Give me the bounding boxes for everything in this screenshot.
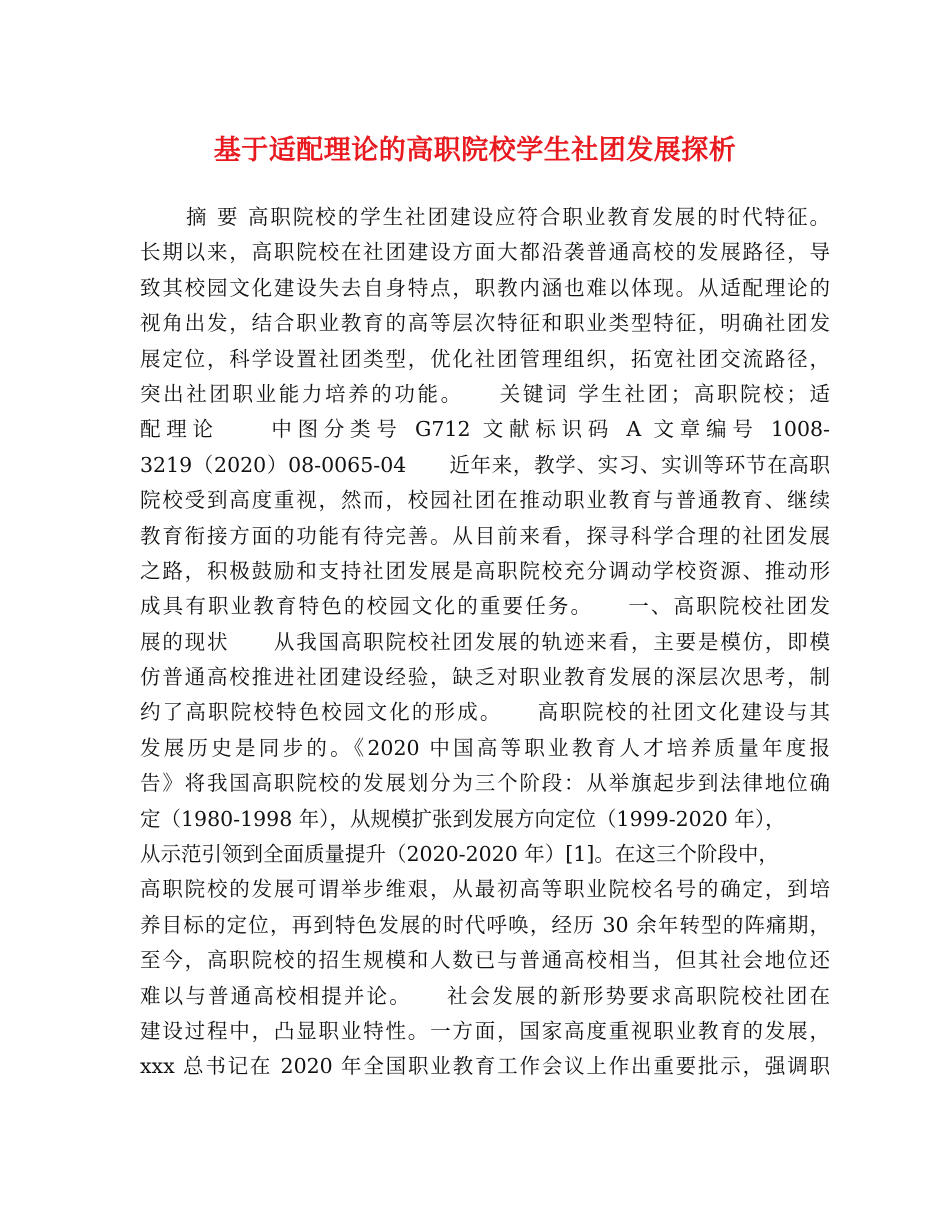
body-line: 定（1980-1998 年），从规模扩张到发展方向定位（1999-2020 年），	[140, 806, 786, 831]
body-line: 教育衔接方面的功能有待完善。从目前来看，探寻科学合理的社团发展	[140, 523, 830, 548]
body-line: 之路，积极鼓励和支持社团发展是高职院校充分调动学校资源、推动形	[140, 558, 830, 583]
body-line: xxx 总书记在 2020 年全国职业教育工作会议上作出重要批示，强调职	[140, 1054, 830, 1079]
body-line: 至今，高职院校的招生规模和人数已与普通高校相当，但其社会地位还	[140, 948, 830, 973]
body-line: 长期以来，高职院校在社团建设方面大都沿袭普通高校的发展路径，导	[140, 240, 830, 265]
body-line: 3219（2020）08-0065-04 近年来，教学、实习、实训等环节在高职	[140, 452, 830, 477]
body-line: 仿普通高校推进社团建设经验，缺乏对职业教育发展的深层次思考，制	[140, 665, 830, 690]
body-line: 展的现状 从我国高职院校社团发展的轨迹来看，主要是模仿，即模	[140, 629, 830, 654]
document-title: 基于适配理论的高职院校学生社团发展探析	[213, 135, 737, 166]
body-line: 摘 要 高职院校的学生社团建设应符合职业教育发展的时代特征。	[186, 205, 830, 229]
body-line: 视角出发，结合职业教育的高等层次特征和职业类型特征，明确社团发	[140, 311, 830, 336]
body-line: 建设过程中，凸显职业特性。一方面，国家高度重视职业教育的发展，	[140, 1018, 830, 1043]
body-line: 从示范引领到全面质量提升（2020-2020 年）[1]。在这三个阶段中，	[140, 842, 779, 867]
body-line: 配理论 中图分类号 G712 文献标识码 A 文章编号 1008-	[140, 417, 830, 442]
body-line: 成具有职业教育特色的校园文化的重要任务。 一、高职院校社团发	[140, 594, 830, 619]
body-line: 高职院校的发展可谓举步维艰，从最初高等职业院校名号的确定，到培	[140, 877, 830, 902]
document-body	[140, 200, 830, 1085]
body-line: 致其校园文化建设失去自身特点，职教内涵也难以体现。从适配理论的	[140, 275, 830, 300]
body-line: 突出社团职业能力培养的功能。 关键词 学生社团；高职院校；适	[140, 381, 830, 406]
body-line: 展定位，科学设置社团类型，优化社团管理组织，拓宽社团交流路径，	[140, 346, 830, 371]
body-line: 发展历史是同步的。《2020 中国高等职业教育人才培养质量年度报	[140, 735, 830, 760]
body-line: 难以与普通高校相提并论。 社会发展的新形势要求高职院校社团在	[140, 983, 830, 1008]
body-line: 告》将我国高职院校的发展划分为三个阶段：从举旗起步到法律地位确	[140, 771, 830, 796]
body-line: 约了高职院校特色校园文化的形成。 高职院校的社团文化建设与其	[140, 700, 830, 725]
body-line: 养目标的定位，再到特色发展的时代呼唤，经历 30 余年转型的阵痛期，	[140, 912, 830, 937]
body-line: 院校受到高度重视，然而，校园社团在推动职业教育与普通教育、继续	[140, 488, 830, 513]
